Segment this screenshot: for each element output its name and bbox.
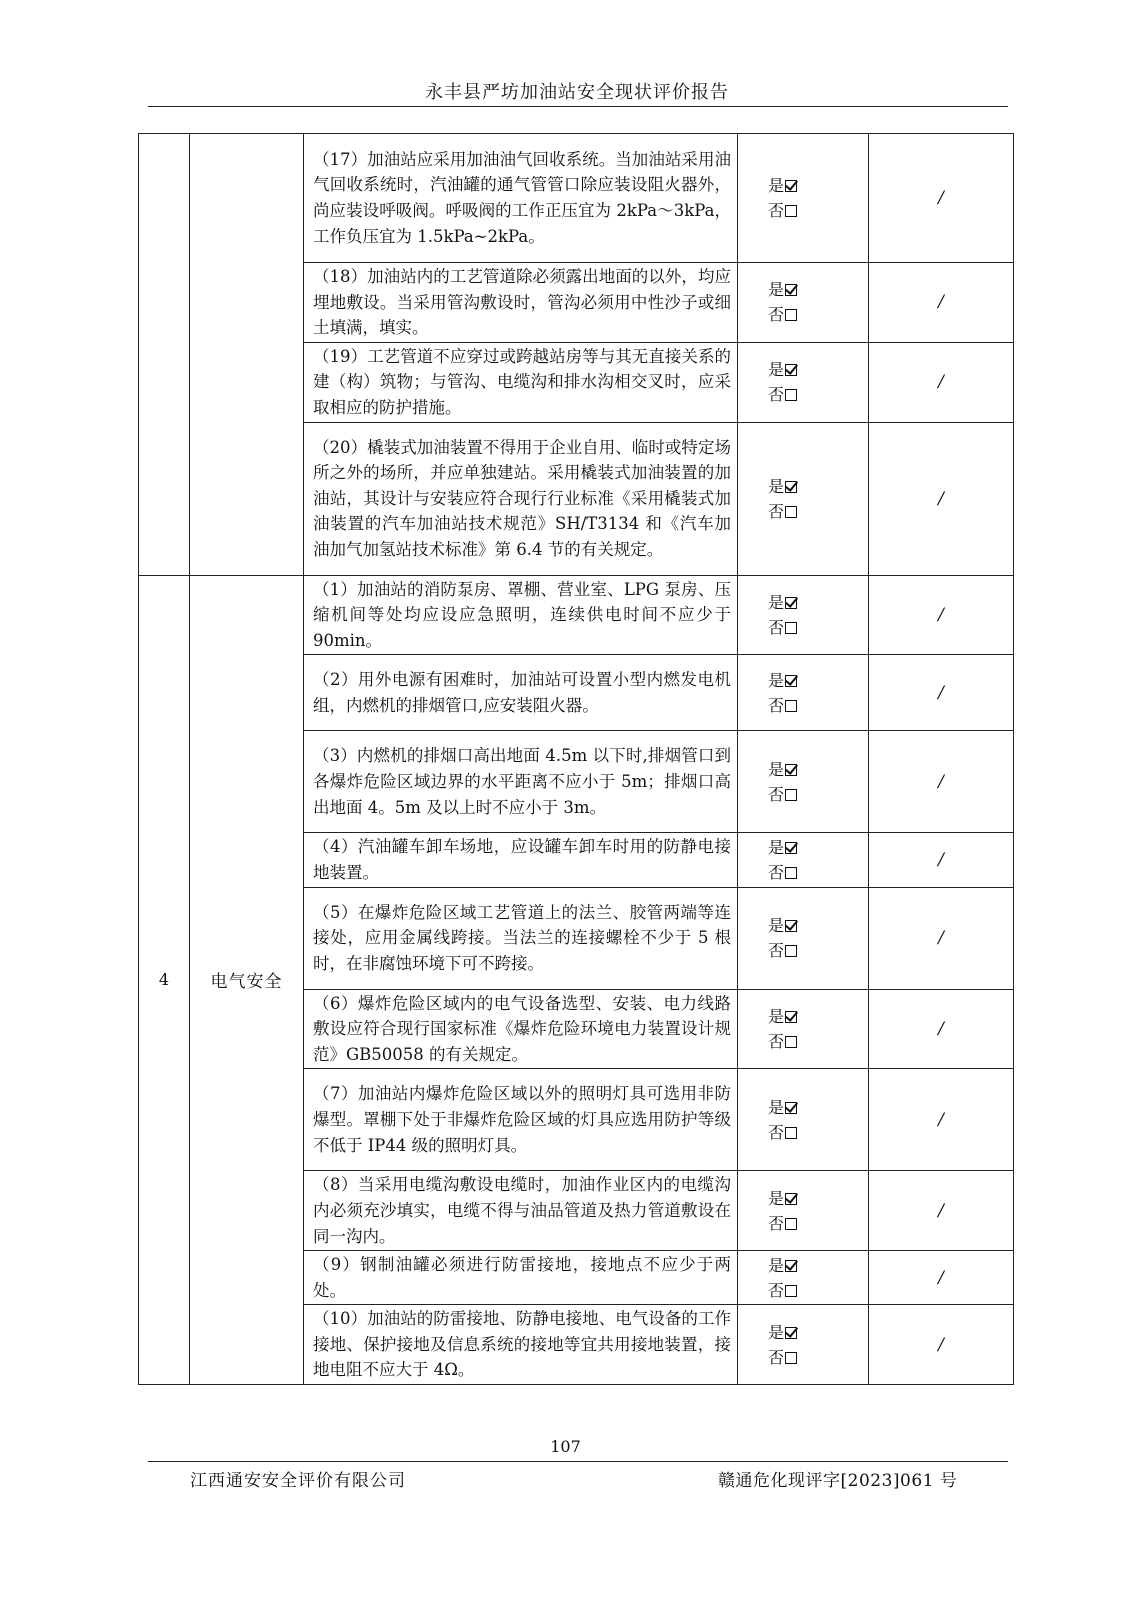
option-yes bbox=[768, 277, 868, 302]
empty-box-icon bbox=[785, 1036, 797, 1048]
option-yes bbox=[768, 835, 868, 860]
option-yes-label: 是 bbox=[768, 1097, 785, 1117]
requirement-text: （7）加油站内爆炸危险区域以外的照明灯具可选用非防爆型。罩棚下处于非爆炸危险区域的灯具应选用防护等级不低于 IP44 级的照明灯具。 bbox=[304, 1069, 738, 1171]
compliance-result bbox=[738, 989, 869, 1069]
option-no-label: 否 bbox=[768, 862, 785, 882]
option-no bbox=[768, 860, 868, 885]
checked-box-icon bbox=[785, 481, 797, 493]
option-no bbox=[768, 615, 868, 640]
option-no-label: 否 bbox=[768, 695, 785, 715]
option-no-label: 否 bbox=[768, 1347, 785, 1367]
empty-box-icon bbox=[785, 700, 797, 712]
option-no bbox=[768, 1278, 868, 1303]
option-no bbox=[768, 782, 868, 807]
empty-box-icon bbox=[785, 205, 797, 217]
option-no bbox=[768, 1345, 868, 1370]
option-no-label: 否 bbox=[768, 305, 785, 325]
checked-box-icon bbox=[785, 1260, 797, 1272]
empty-box-icon bbox=[785, 789, 797, 801]
compliance-result bbox=[738, 263, 869, 343]
compliance-result bbox=[738, 342, 869, 422]
option-yes-label: 是 bbox=[768, 476, 785, 496]
checked-box-icon bbox=[785, 764, 797, 776]
table-row bbox=[139, 134, 1014, 263]
empty-box-icon bbox=[785, 506, 797, 518]
empty-box-icon bbox=[785, 1352, 797, 1364]
empty-box-icon bbox=[785, 945, 797, 957]
remark-cell: / bbox=[869, 989, 1014, 1069]
option-yes-label: 是 bbox=[768, 592, 785, 612]
checked-box-icon bbox=[785, 1011, 797, 1023]
remark-cell: / bbox=[869, 1251, 1014, 1305]
empty-box-icon bbox=[785, 309, 797, 321]
requirement-text: （4）汽油罐车卸车场地，应设罐车卸车时用的防静电接地装置。 bbox=[304, 833, 738, 887]
option-yes-label: 是 bbox=[768, 1255, 785, 1275]
compliance-result bbox=[738, 422, 869, 575]
remark-cell: / bbox=[869, 342, 1014, 422]
safety-checklist-table bbox=[138, 133, 1014, 1385]
option-yes bbox=[768, 913, 868, 938]
option-yes-label: 是 bbox=[768, 1322, 785, 1342]
option-no bbox=[768, 938, 868, 963]
requirement-text: （3）内燃机的排烟口高出地面 4.5m 以下时,排烟管口到各爆炸危险区域边界的水平距离不应小于 5m；排烟口高出地面 4。5m 及以上时不应小于 3m。 bbox=[304, 731, 738, 833]
option-yes bbox=[768, 1320, 868, 1345]
remark-cell: / bbox=[869, 655, 1014, 731]
option-no bbox=[768, 1211, 868, 1236]
compliance-result bbox=[738, 1251, 869, 1305]
checked-box-icon bbox=[785, 1102, 797, 1114]
page-header-title: 永丰县严坊加油站安全现状评价报告 bbox=[425, 82, 729, 103]
item-number-cell: 4 bbox=[139, 575, 190, 1385]
checked-box-icon bbox=[785, 920, 797, 932]
option-no bbox=[768, 693, 868, 718]
remark-cell: / bbox=[869, 422, 1014, 575]
remark-cell: / bbox=[869, 1171, 1014, 1251]
option-no bbox=[768, 1120, 868, 1145]
checked-box-icon bbox=[785, 364, 797, 376]
compliance-result bbox=[738, 887, 869, 989]
option-yes-label: 是 bbox=[768, 916, 785, 936]
option-yes bbox=[768, 590, 868, 615]
empty-box-icon bbox=[785, 389, 797, 401]
checked-box-icon bbox=[785, 675, 797, 687]
remark-cell: / bbox=[869, 887, 1014, 989]
option-no bbox=[768, 499, 868, 524]
compliance-result bbox=[738, 1171, 869, 1251]
option-no-label: 否 bbox=[768, 1280, 785, 1300]
remark-cell: / bbox=[869, 263, 1014, 343]
requirement-text: （18）加油站内的工艺管道除必须露出地面的以外，均应埋地敷设。当采用管沟敷设时，管沟必须用中性沙子或细土填满，填实。 bbox=[304, 263, 738, 343]
option-yes-label: 是 bbox=[768, 670, 785, 690]
footer-doc-code: 赣通危化现评字[2023]061 号 bbox=[718, 1471, 958, 1491]
empty-box-icon bbox=[785, 1285, 797, 1297]
option-yes bbox=[768, 1004, 868, 1029]
category-cell bbox=[190, 134, 304, 576]
checked-box-icon bbox=[785, 597, 797, 609]
compliance-result bbox=[738, 1305, 869, 1385]
requirement-text: （5）在爆炸危险区域工艺管道上的法兰、胶管两端等连接处，应用金属线跨接。当法兰的连接螺栓不少于 5 根时，在非腐蚀环境下可不跨接。 bbox=[304, 887, 738, 989]
option-no-label: 否 bbox=[768, 784, 785, 804]
requirement-text: （6）爆炸危险区域内的电气设备选型、安装、电力线路敷设应符合现行国家标准《爆炸危险环境电力装置设计规范》GB50058 的有关规定。 bbox=[304, 989, 738, 1069]
checked-box-icon bbox=[785, 284, 797, 296]
table-row bbox=[139, 575, 1014, 655]
option-yes bbox=[768, 1186, 868, 1211]
footer-divider bbox=[148, 1461, 1008, 1462]
remark-cell: / bbox=[869, 575, 1014, 655]
option-no bbox=[768, 1029, 868, 1054]
item-number-cell bbox=[139, 134, 190, 576]
remark-cell: / bbox=[869, 833, 1014, 887]
option-no-label: 否 bbox=[768, 941, 785, 961]
checked-box-icon bbox=[785, 180, 797, 192]
checked-box-icon bbox=[785, 1193, 797, 1205]
category-cell: 电气安全 bbox=[190, 575, 304, 1385]
remark-cell: / bbox=[869, 1069, 1014, 1171]
option-no-label: 否 bbox=[768, 1122, 785, 1142]
option-yes bbox=[768, 1095, 868, 1120]
compliance-result bbox=[738, 731, 869, 833]
option-no-label: 否 bbox=[768, 385, 785, 405]
option-yes bbox=[768, 1253, 868, 1278]
option-yes-label: 是 bbox=[768, 360, 785, 380]
checked-box-icon bbox=[785, 842, 797, 854]
option-yes-label: 是 bbox=[768, 176, 785, 195]
remark-cell: / bbox=[869, 134, 1014, 263]
option-no bbox=[768, 302, 868, 327]
remark-cell: / bbox=[869, 1305, 1014, 1385]
empty-box-icon bbox=[785, 622, 797, 634]
requirement-text: （19）工艺管道不应穿过或跨越站房等与其无直接关系的建（构）筑物；与管沟、电缆沟和排水沟相交叉时，应采取相应的防护措施。 bbox=[304, 342, 738, 422]
compliance-result bbox=[738, 833, 869, 887]
option-yes-label: 是 bbox=[768, 837, 785, 857]
footer-company: 江西通安安全评价有限公司 bbox=[190, 1471, 406, 1491]
empty-box-icon bbox=[785, 1127, 797, 1139]
page-number: 107 bbox=[550, 1437, 581, 1456]
option-yes bbox=[768, 357, 868, 382]
option-no-label: 否 bbox=[768, 1031, 785, 1051]
requirement-text: （17）加油站应采用加油油气回收系统。当加油站采用油气回收系统时，汽油罐的通气管管口除应装设阻火器外，尚应装设呼吸阀。呼吸阀的工作正压宜为 2kPa～3kPa，工作负压宜为 1.5kPa~2kPa。 bbox=[304, 134, 738, 263]
option-yes bbox=[768, 668, 868, 693]
option-no bbox=[768, 198, 868, 223]
option-yes-label: 是 bbox=[768, 1006, 785, 1026]
option-no-label: 否 bbox=[768, 501, 785, 521]
option-yes-label: 是 bbox=[768, 1188, 785, 1208]
header-divider bbox=[148, 106, 1008, 107]
requirement-text: （9）钢制油罐必须进行防雷接地，接地点不应少于两处。 bbox=[304, 1251, 738, 1305]
option-no-label: 否 bbox=[768, 201, 785, 220]
compliance-result bbox=[738, 655, 869, 731]
empty-box-icon bbox=[785, 1218, 797, 1230]
option-yes bbox=[768, 474, 868, 499]
option-yes bbox=[768, 757, 868, 782]
option-no-label: 否 bbox=[768, 1213, 785, 1233]
compliance-result bbox=[738, 134, 869, 263]
checked-box-icon bbox=[785, 1327, 797, 1339]
option-yes bbox=[768, 173, 868, 198]
requirement-text: （20）橇装式加油装置不得用于企业自用、临时或特定场所之外的场所，并应单独建站。采用橇装式加油装置的加油站，其设计与安装应符合现行行业标准《采用橇装式加油装置的汽车加油站技术规范》SH/T3134 和《汽车加油加气加氢站技术标准》第 6.4 节的有关规定。 bbox=[304, 422, 738, 575]
empty-box-icon bbox=[785, 867, 797, 879]
compliance-result bbox=[738, 575, 869, 655]
requirement-text: （2）用外电源有困难时，加油站可设置小型内燃发电机组，内燃机的排烟管口,应安装阻火器。 bbox=[304, 655, 738, 731]
option-no-label: 否 bbox=[768, 617, 785, 637]
requirement-text: （8）当采用电缆沟敷设电缆时，加油作业区内的电缆沟内必须充沙填实，电缆不得与油品管道及热力管道敷设在同一沟内。 bbox=[304, 1171, 738, 1251]
option-no bbox=[768, 382, 868, 407]
remark-cell: / bbox=[869, 731, 1014, 833]
option-yes-label: 是 bbox=[768, 280, 785, 300]
option-yes-label: 是 bbox=[768, 759, 785, 779]
compliance-result bbox=[738, 1069, 869, 1171]
requirement-text: （10）加油站的防雷接地、防静电接地、电气设备的工作接地、保护接地及信息系统的接地等宜共用接地装置，接地电阻不应大于 4Ω。 bbox=[304, 1305, 738, 1385]
requirement-text: （1）加油站的消防泵房、罩棚、营业室、LPG 泵房、压缩机间等处均应设应急照明，连续供电时间不应少于 90min。 bbox=[304, 575, 738, 655]
